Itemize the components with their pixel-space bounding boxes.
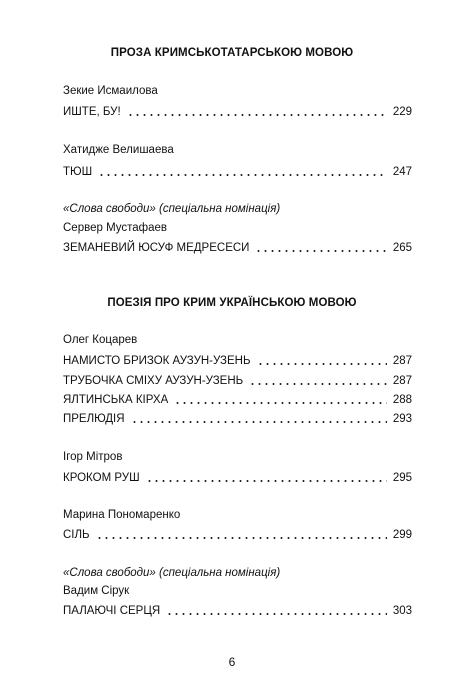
entry-title: ТРУБОЧКА СМІХУ АУЗУН-УЗЕНЬ [63, 375, 244, 387]
entry-page: 287 [392, 375, 412, 387]
author-name: Хатидже Велишаева [63, 144, 174, 156]
section-title-crimean-tatar-prose: ПРОЗА КРИМСЬКОТАТАРСЬКОЮ МОВОЮ [110, 47, 354, 59]
toc-entry[interactable] [63, 391, 412, 407]
dot-leader [131, 421, 387, 423]
author-name: Сервер Мустафаев [63, 222, 168, 234]
dot-leader [255, 250, 386, 252]
entry-title: ЗЕМАНЕВИЙ ЮСУФ МЕДРЕСЕСИ [63, 242, 250, 254]
entry-page: 303 [392, 605, 412, 617]
author-name: Зекие Исмаилова [63, 85, 158, 97]
dot-leader [127, 114, 387, 116]
toc-entry[interactable] [63, 410, 412, 426]
toc-entry[interactable] [63, 469, 412, 485]
toc-entry[interactable] [63, 352, 412, 368]
entry-title: ПАЛАЮЧІ СЕРЦЯ [63, 605, 161, 617]
entry-page: 295 [392, 472, 412, 484]
entry-page: 299 [392, 529, 412, 541]
author-name: Олег Коцарев [63, 334, 138, 346]
entry-page: 287 [392, 355, 412, 367]
dot-leader [98, 174, 387, 176]
author-name: Вадим Сірук [63, 585, 130, 597]
entry-title: КРОКОМ РУШ [63, 472, 140, 484]
dot-leader [96, 537, 387, 539]
entry-page: 288 [392, 394, 412, 406]
dot-leader [257, 363, 387, 365]
entry-title: НАМИСТО БРИЗОК АУЗУН-УЗЕНЬ [63, 355, 251, 367]
section-title-crimea-poetry: ПОЕЗІЯ ПРО КРИМ УКРАЇНСЬКОЮ МОВОЮ [107, 297, 357, 309]
page-number: 6 [228, 655, 236, 669]
entry-page: 293 [392, 413, 412, 425]
special-nomination-note: «Слова свободи» (спеціальна номінація) [63, 567, 281, 579]
dot-leader [249, 383, 387, 385]
dot-leader [146, 480, 387, 482]
entry-title: ЯЛТИНСЬКА КІРХА [63, 394, 169, 406]
entry-title: ПРЕЛЮДІЯ [63, 413, 125, 425]
toc-entry[interactable] [63, 163, 412, 179]
toc-entry[interactable] [63, 602, 412, 618]
entry-title: СІЛЬ [63, 529, 90, 541]
entry-page: 247 [392, 166, 412, 178]
toc-entry[interactable] [63, 239, 412, 255]
toc-entry[interactable] [63, 372, 412, 388]
entry-title: ТЮШ [63, 166, 93, 178]
author-name: Ігор Мітров [63, 451, 123, 463]
dot-leader [174, 402, 387, 404]
entry-page: 229 [392, 106, 412, 118]
entry-page: 265 [392, 242, 412, 254]
author-name: Марина Пономаренко [63, 509, 181, 521]
entry-title: ИШТЕ, БУ! [63, 106, 121, 118]
toc-entry[interactable] [63, 103, 412, 119]
toc-entry[interactable] [63, 526, 412, 542]
special-nomination-note: «Слова свободи» (спеціальна номінація) [63, 203, 281, 215]
dot-leader [166, 613, 387, 615]
